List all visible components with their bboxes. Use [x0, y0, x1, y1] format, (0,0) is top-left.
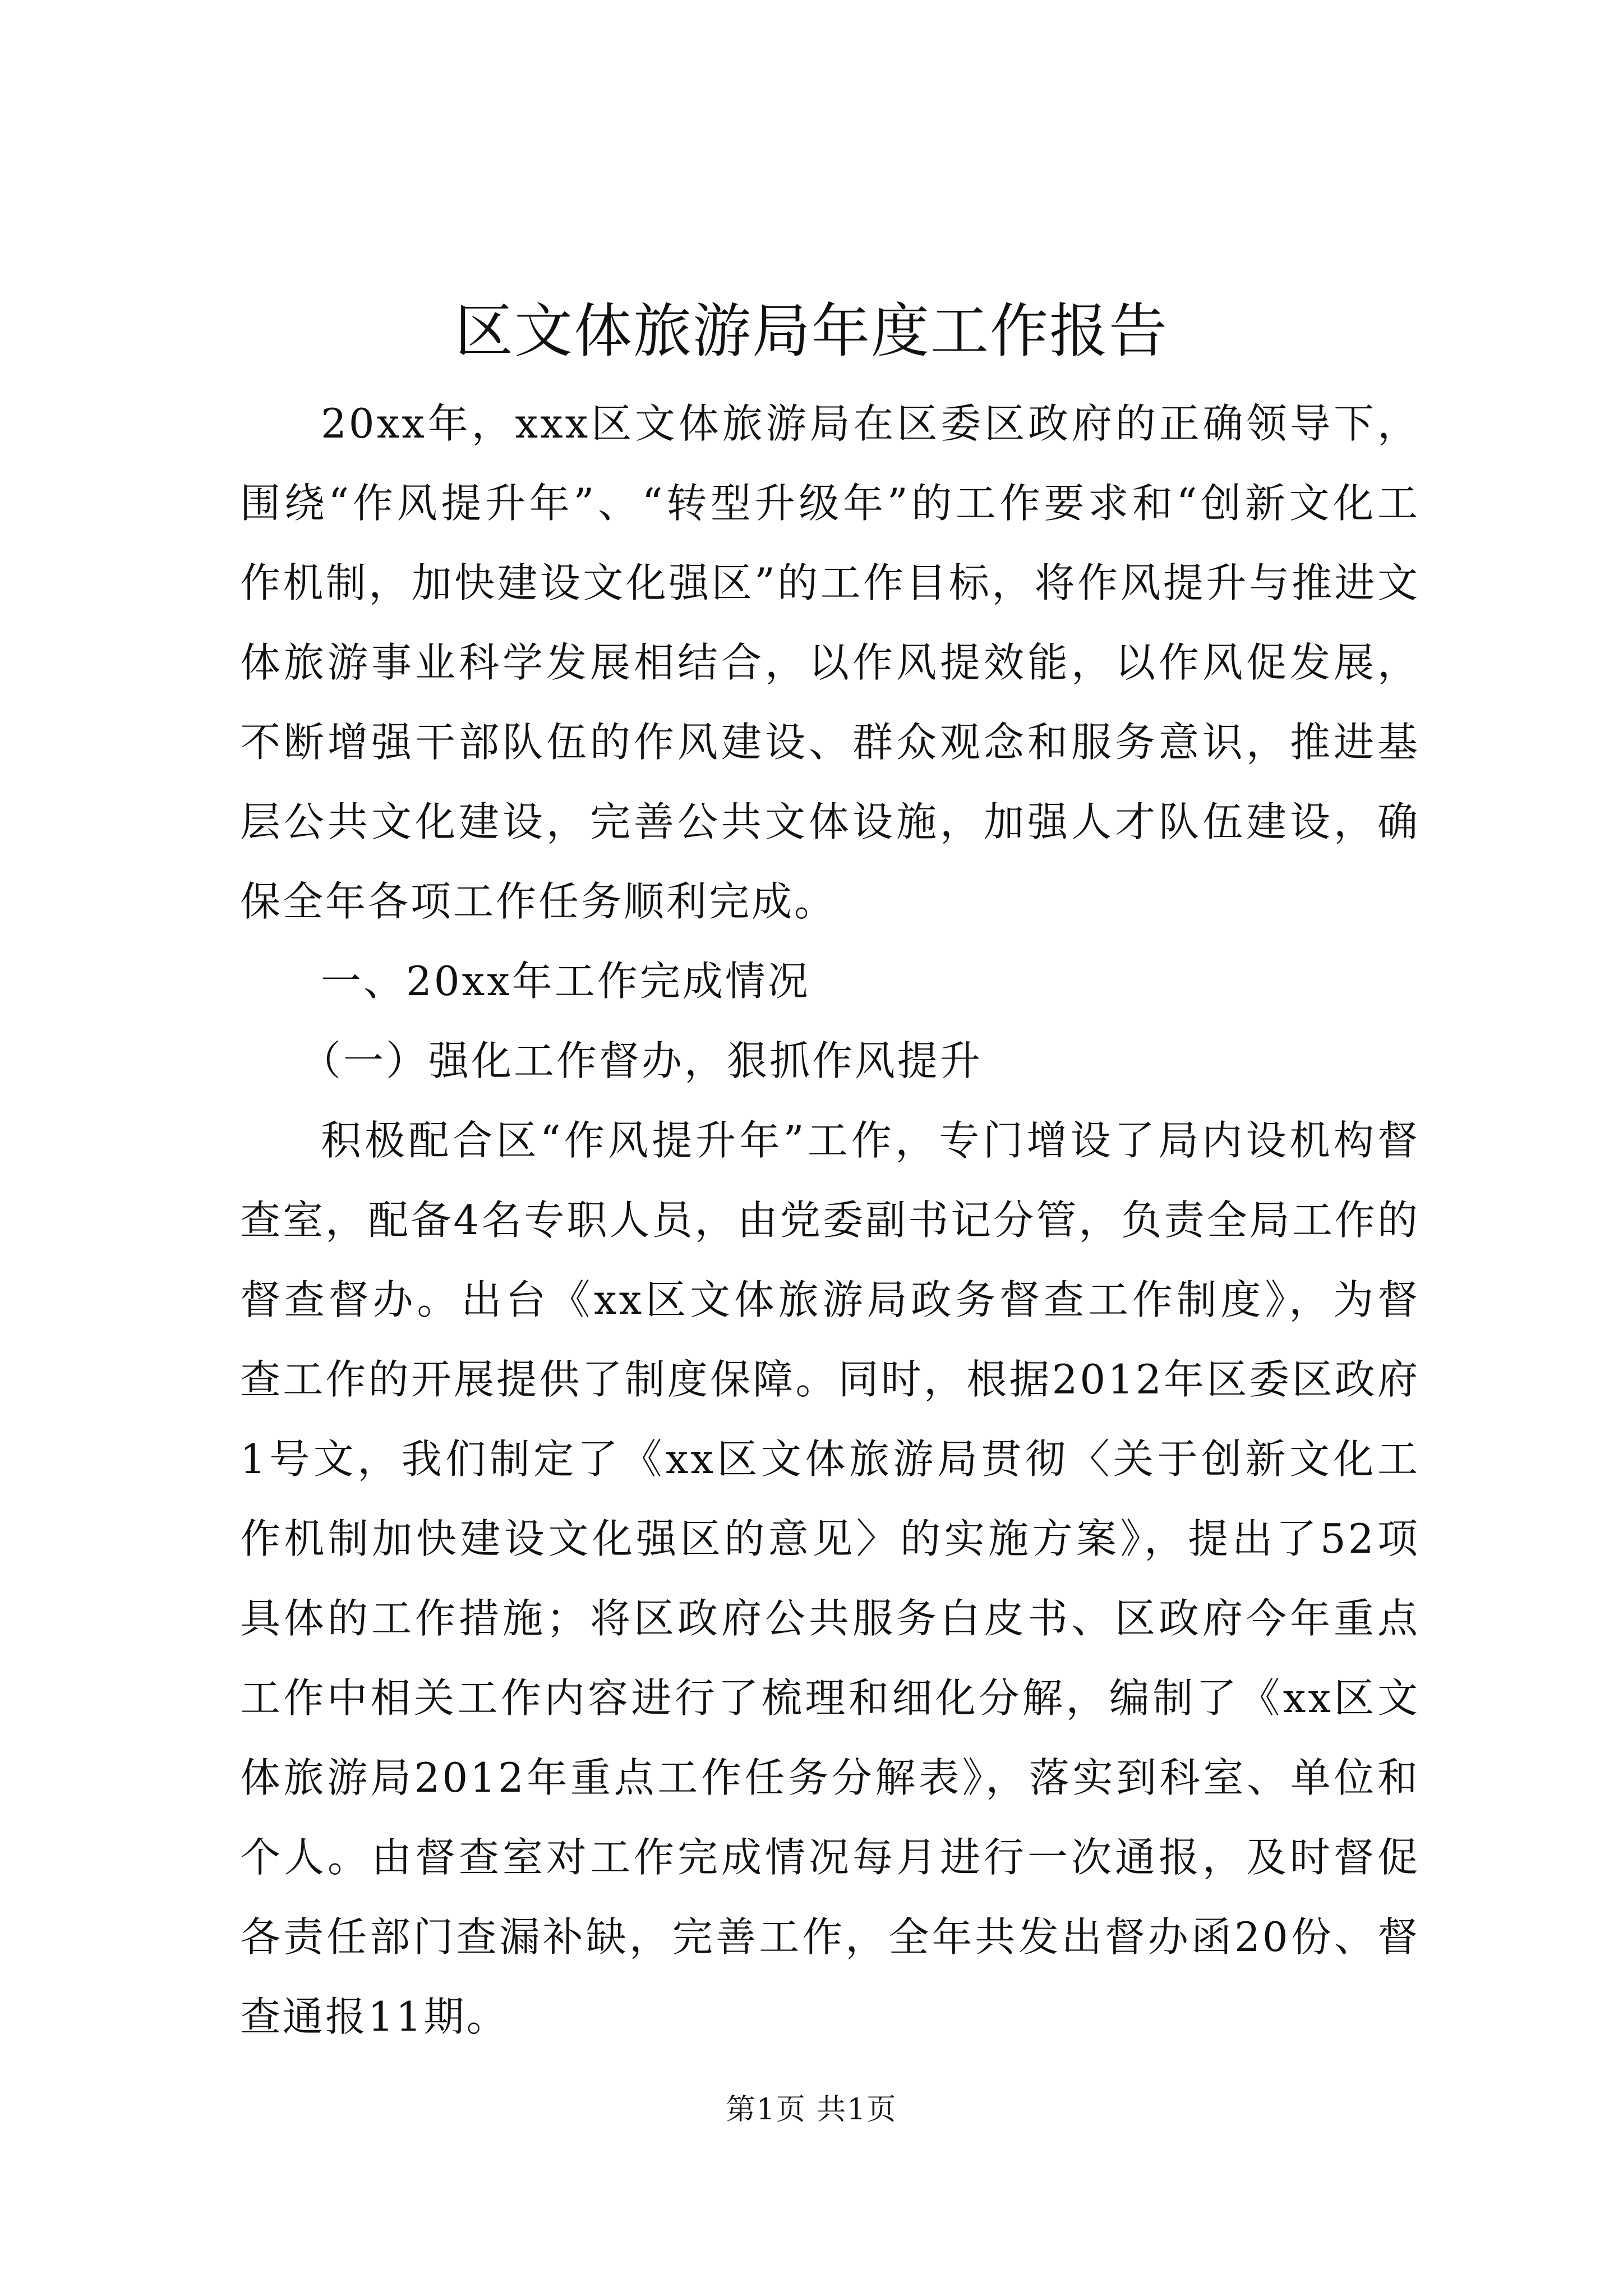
page-footer: 第1页 共1页 [726, 2093, 897, 2127]
document-body [240, 384, 1420, 2056]
section-heading: 一、20xx年工作完成情况 [321, 958, 810, 1005]
subsection-heading: （一）强化工作督办，狠抓作风提升 [301, 1037, 983, 1084]
document-title: 区文体旅游局年度工作报告 [454, 297, 1168, 365]
intro-paragraph: 20xx年，xxx区文体旅游局在区委区政府的正确领导下，围绕“作风提升年”、“转型升级年”的工作要求和“创新文化工作机制，加快建设文化强区”的工作目标，将作风提升与推进文体旅游事业科学发展相结合，以作风提效能，以作风促发展，不断增强干部队伍的作风建设、群众观念和服务意识，推进基层公共文化建设，完善公共文体设施，加强人才队伍建设，确保全年各项工作任务顺利完成。 [240, 400, 1420, 925]
subsection-paragraph: 积极配合区“作风提升年”工作，专门增设了局内设机构督查室，配备4名专职人员，由党委副书记分管，负责全局工作的督查督办。出台《xx区文体旅游局政务督查工作制度》，为督查工作的开展提供了制度保障。同时，根据2012年区委区政府1号文，我们制定了《xx区文体旅游局贯彻〈关于创新文化工作机制加快建设文化强区的意见〉的实施方案》，提出了52项具体的工作措施；将区政府公共服务白皮书、区政府今年重点工作中相关工作内容进行了梳理和细化分解，编制了《xx区文体旅游局2012年重点工作任务分解表》，落实到科室、单位和个人。由督查室对工作完成情况每月进行一次通报，及时督促各责任部门查漏补缺，完善工作，全年共发出督办函20份、督查通报11期。 [240, 1117, 1420, 2040]
